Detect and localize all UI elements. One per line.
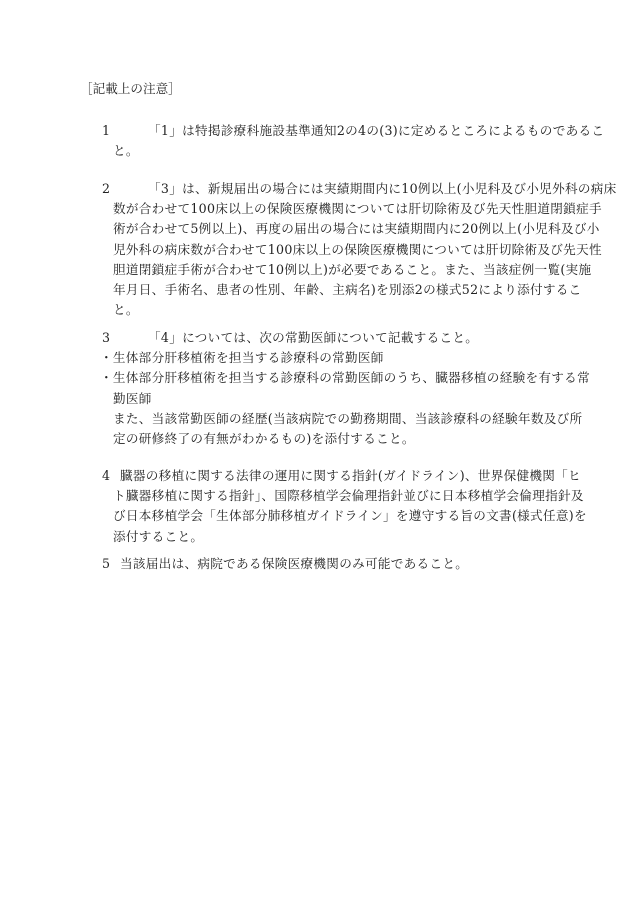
note-line: 添付すること。 (113, 528, 204, 544)
note-line: ・生体部分肝移植術を担当する診療科の常勤医師のうち、臓器移植の経験を有する常 (100, 370, 590, 386)
note-line: と。 (113, 143, 139, 159)
note-line: び日本移植学会「生体部分肺移植ガイドライン」を遵守する旨の文書(様式任意)を (113, 508, 587, 524)
note-line: 児外科の病床数が合わせて100床以上の保険医療機関については肝切除術及び先天性 (113, 241, 602, 257)
note-line: 胆道閉鎖症手術が合わせて10例以上)が必要であること。また、当該症例一覧(実施 (113, 261, 592, 277)
note-number: 1 (102, 123, 111, 138)
section-heading: ［記載上の注意］ (80, 81, 181, 96)
note-line: 「3」は、新規届出の場合には実績期間内に10例以上(小児科及び小児外科の病床 (148, 181, 617, 196)
note-line: 当該届出は、病院である保険医療機関のみ可能であること。 (120, 556, 469, 571)
note-line: 「4」については、次の常勤医師について記載すること。 (148, 330, 479, 345)
note-line: 臓器の移植に関する法律の運用に関する指針(ガイドライン)、世界保健機関「ヒ (120, 468, 581, 483)
note-line: ト臓器移植に関する指針」、国際移植学会倫理指針並びに日本移植学会倫理指針及 (113, 488, 584, 504)
note-line: ・生体部分肝移植術を担当する診療科の常勤医師 (100, 350, 384, 366)
note-number: 2 (102, 181, 111, 196)
note-line: 定の研修終了の有無がわかるもの)を添付すること。 (113, 431, 415, 446)
note-line: と。 (113, 302, 139, 318)
note-line: また、当該常勤医師の経歴(当該病院での勤務期間、当該診療科の経験年数及び所 (113, 410, 583, 426)
note-line: 「1」は特掲診療科施設基準通知2の4の(3)に定めるところによるものであるこ (148, 123, 605, 138)
note-number: 5 (102, 556, 111, 571)
note-line: 数が合わせて100床以上の保険医療機関については肝切除術及び先天性胆道閉鎖症手 (113, 201, 602, 217)
note-line: 術が合わせて5例以上)、再度の届出の場合には実績期間内に20例以上(小児科及び小 (113, 221, 600, 237)
note-number: 4 (102, 468, 111, 483)
note-line: 年月日、手術名、患者の性別、年齢、主病名)を別添2の様式52により添付するこ (113, 282, 582, 297)
note-number: 3 (102, 330, 111, 345)
note-line: 勤医師 (113, 390, 152, 406)
